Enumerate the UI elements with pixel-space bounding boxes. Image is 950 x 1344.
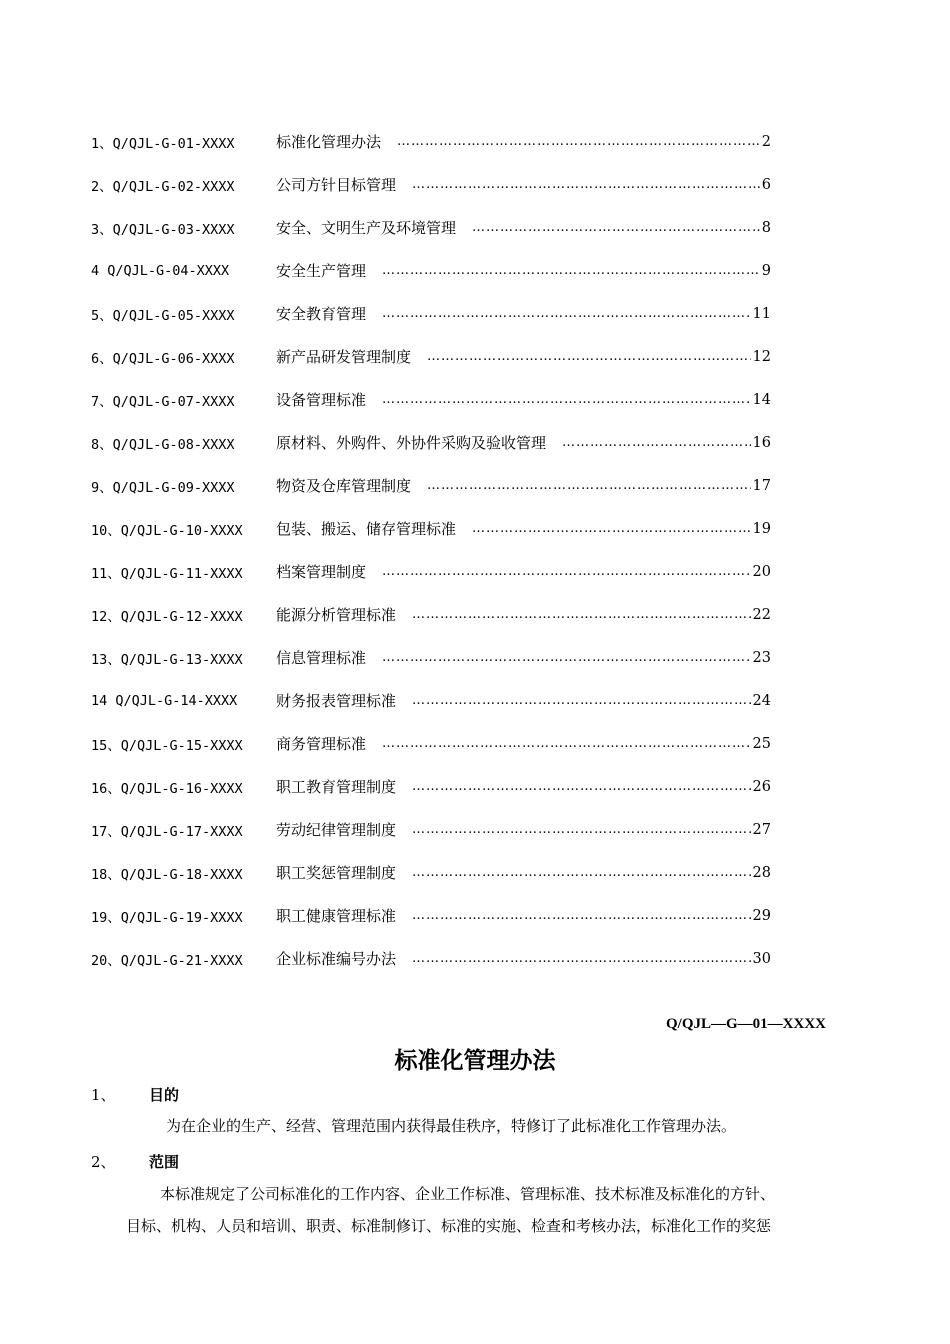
toc-entry-page: 22 xyxy=(752,606,771,623)
section-title: 目的 xyxy=(149,1086,180,1104)
toc-entry-number: 4 Q/QJL-G-04-XXXX xyxy=(91,262,230,279)
toc-entry[interactable] xyxy=(91,120,771,163)
toc-leader-dots xyxy=(427,349,751,364)
toc-entry-number: 18、Q/QJL-G-18-XXXX xyxy=(91,866,243,883)
toc-leader-dots xyxy=(412,865,751,880)
section-body-line: 本标准规定了公司标准化的工作内容、企业工作标准、管理标准、技术标准及标准化的方针、 xyxy=(160,1185,776,1203)
toc-entry-title: 职工教育管理制度 xyxy=(276,778,397,796)
toc-entry-number: 11、Q/QJL-G-11-XXXX xyxy=(91,565,243,582)
toc-entry-number: 6、Q/QJL-G-06-XXXX xyxy=(91,350,235,367)
toc-entry-page: 23 xyxy=(752,649,771,666)
toc-entry-number: 20、Q/QJL-G-21-XXXX xyxy=(91,952,243,969)
toc-leader-dots xyxy=(427,478,751,493)
toc-entry-title: 企业标准编号办法 xyxy=(276,950,397,968)
toc-entry-number: 8、Q/QJL-G-08-XXXX xyxy=(91,436,235,453)
toc-entry-title: 包装、搬运、储存管理标准 xyxy=(276,520,457,538)
toc-entry-page: 6 xyxy=(761,176,771,193)
toc-entry-page: 29 xyxy=(752,907,771,924)
toc-entry-number: 12、Q/QJL-G-12-XXXX xyxy=(91,608,243,625)
toc-entry-page: 25 xyxy=(752,735,771,752)
toc-leader-dots xyxy=(397,134,760,149)
toc-entry-title: 商务管理标准 xyxy=(276,735,367,753)
table-of-contents xyxy=(91,120,771,980)
toc-leader-dots xyxy=(472,220,760,235)
toc-leader-dots xyxy=(562,435,751,450)
toc-leader-dots xyxy=(412,693,751,708)
toc-entry[interactable] xyxy=(91,593,771,636)
toc-leader-dots xyxy=(412,177,760,192)
toc-entry-page: 27 xyxy=(752,821,771,838)
toc-entry[interactable] xyxy=(91,335,771,378)
toc-entry-number: 10、Q/QJL-G-10-XXXX xyxy=(91,522,243,539)
toc-leader-dots xyxy=(382,650,751,665)
section-heading-scope xyxy=(91,1151,179,1172)
toc-entry[interactable] xyxy=(91,808,771,851)
toc-entry[interactable] xyxy=(91,765,771,808)
toc-entry-title: 安全、文明生产及环境管理 xyxy=(276,219,457,237)
toc-entry-page: 20 xyxy=(752,563,771,580)
toc-entry-page: 28 xyxy=(752,864,771,881)
toc-entry-title: 公司方针目标管理 xyxy=(276,176,397,194)
document-code: Q/QJL—G—01—XXXX xyxy=(665,1016,826,1032)
toc-entry[interactable] xyxy=(91,206,771,249)
toc-leader-dots xyxy=(412,607,751,622)
toc-entry-number: 2、Q/QJL-G-02-XXXX xyxy=(91,178,235,195)
toc-entry-number: 17、Q/QJL-G-17-XXXX xyxy=(91,823,243,840)
toc-entry-title: 财务报表管理标准 xyxy=(276,692,397,710)
toc-entry-page: 12 xyxy=(752,348,771,365)
toc-entry-number: 13、Q/QJL-G-13-XXXX xyxy=(91,651,243,668)
toc-entry-title: 安全生产管理 xyxy=(276,262,367,280)
document-title: 标准化管理办法 xyxy=(394,1048,556,1074)
toc-entry-page: 9 xyxy=(761,262,771,279)
toc-entry[interactable] xyxy=(91,894,771,937)
toc-entry-title: 设备管理标准 xyxy=(276,391,367,409)
toc-entry[interactable] xyxy=(91,636,771,679)
toc-entry-title: 新产品研发管理制度 xyxy=(276,348,412,366)
toc-entry-number: 5、Q/QJL-G-05-XXXX xyxy=(91,307,235,324)
section-body-line: 目标、机构、人员和培训、职责、标准制修订、标准的实施、检查和考核办法，标准化工作的奖惩 xyxy=(126,1217,772,1235)
toc-entry-title: 档案管理制度 xyxy=(276,563,367,581)
toc-entry[interactable] xyxy=(91,421,771,464)
toc-entry-number: 3、Q/QJL-G-03-XXXX xyxy=(91,221,235,238)
toc-entry-page: 24 xyxy=(752,692,771,709)
toc-entry-page: 8 xyxy=(761,219,771,236)
toc-entry-title: 能源分析管理标准 xyxy=(276,606,397,624)
toc-leader-dots xyxy=(412,951,751,966)
toc-leader-dots xyxy=(382,392,751,407)
toc-entry[interactable] xyxy=(91,679,771,722)
toc-entry-page: 2 xyxy=(761,133,771,150)
toc-entry-title: 职工奖惩管理制度 xyxy=(276,864,397,882)
section-heading-purpose xyxy=(91,1084,179,1105)
toc-entry-number: 16、Q/QJL-G-16-XXXX xyxy=(91,780,243,797)
toc-entry-number: 7、Q/QJL-G-07-XXXX xyxy=(91,393,235,410)
toc-leader-dots xyxy=(382,306,751,321)
toc-leader-dots xyxy=(412,822,751,837)
toc-entry[interactable] xyxy=(91,378,771,421)
toc-entry-page: 16 xyxy=(752,434,771,451)
toc-entry[interactable] xyxy=(91,163,771,206)
toc-entry-title: 原材料、外购件、外协件采购及验收管理 xyxy=(276,434,547,452)
toc-leader-dots xyxy=(412,908,751,923)
section-number: 2、 xyxy=(91,1153,116,1171)
toc-entry-title: 物资及仓库管理制度 xyxy=(276,477,412,495)
toc-entry[interactable] xyxy=(91,249,771,292)
toc-entry-title: 劳动纪律管理制度 xyxy=(276,821,397,839)
toc-entry[interactable] xyxy=(91,550,771,593)
toc-entry-page: 19 xyxy=(752,520,771,537)
toc-entry[interactable] xyxy=(91,507,771,550)
toc-entry-page: 30 xyxy=(752,950,771,967)
toc-entry-number: 15、Q/QJL-G-15-XXXX xyxy=(91,737,243,754)
toc-entry[interactable] xyxy=(91,464,771,507)
toc-entry-number: 1、Q/QJL-G-01-XXXX xyxy=(91,135,235,152)
section-title: 范围 xyxy=(149,1153,180,1171)
toc-leader-dots xyxy=(382,736,751,751)
toc-leader-dots xyxy=(382,564,751,579)
toc-entry[interactable] xyxy=(91,937,771,980)
toc-entry[interactable] xyxy=(91,292,771,335)
toc-entry-number: 9、Q/QJL-G-09-XXXX xyxy=(91,479,235,496)
toc-entry-title: 安全教育管理 xyxy=(276,305,367,323)
toc-entry[interactable] xyxy=(91,851,771,894)
toc-entry-title: 职工健康管理标准 xyxy=(276,907,397,925)
toc-entry-page: 17 xyxy=(752,477,771,494)
toc-entry[interactable] xyxy=(91,722,771,765)
toc-entry-page: 26 xyxy=(752,778,771,795)
toc-entry-number: 19、Q/QJL-G-19-XXXX xyxy=(91,909,243,926)
toc-leader-dots xyxy=(412,779,751,794)
toc-entry-title: 信息管理标准 xyxy=(276,649,367,667)
section-number: 1、 xyxy=(91,1086,116,1104)
section-body: 为在企业的生产、经营、管理范围内获得最佳秩序，特修订了此标准化工作管理办法。 xyxy=(166,1117,737,1135)
toc-leader-dots xyxy=(382,263,760,278)
toc-leader-dots xyxy=(472,521,751,536)
toc-entry-number: 14 Q/QJL-G-14-XXXX xyxy=(91,692,238,709)
toc-entry-title: 标准化管理办法 xyxy=(276,133,382,151)
toc-entry-page: 14 xyxy=(752,391,771,408)
toc-entry-page: 11 xyxy=(752,305,771,322)
